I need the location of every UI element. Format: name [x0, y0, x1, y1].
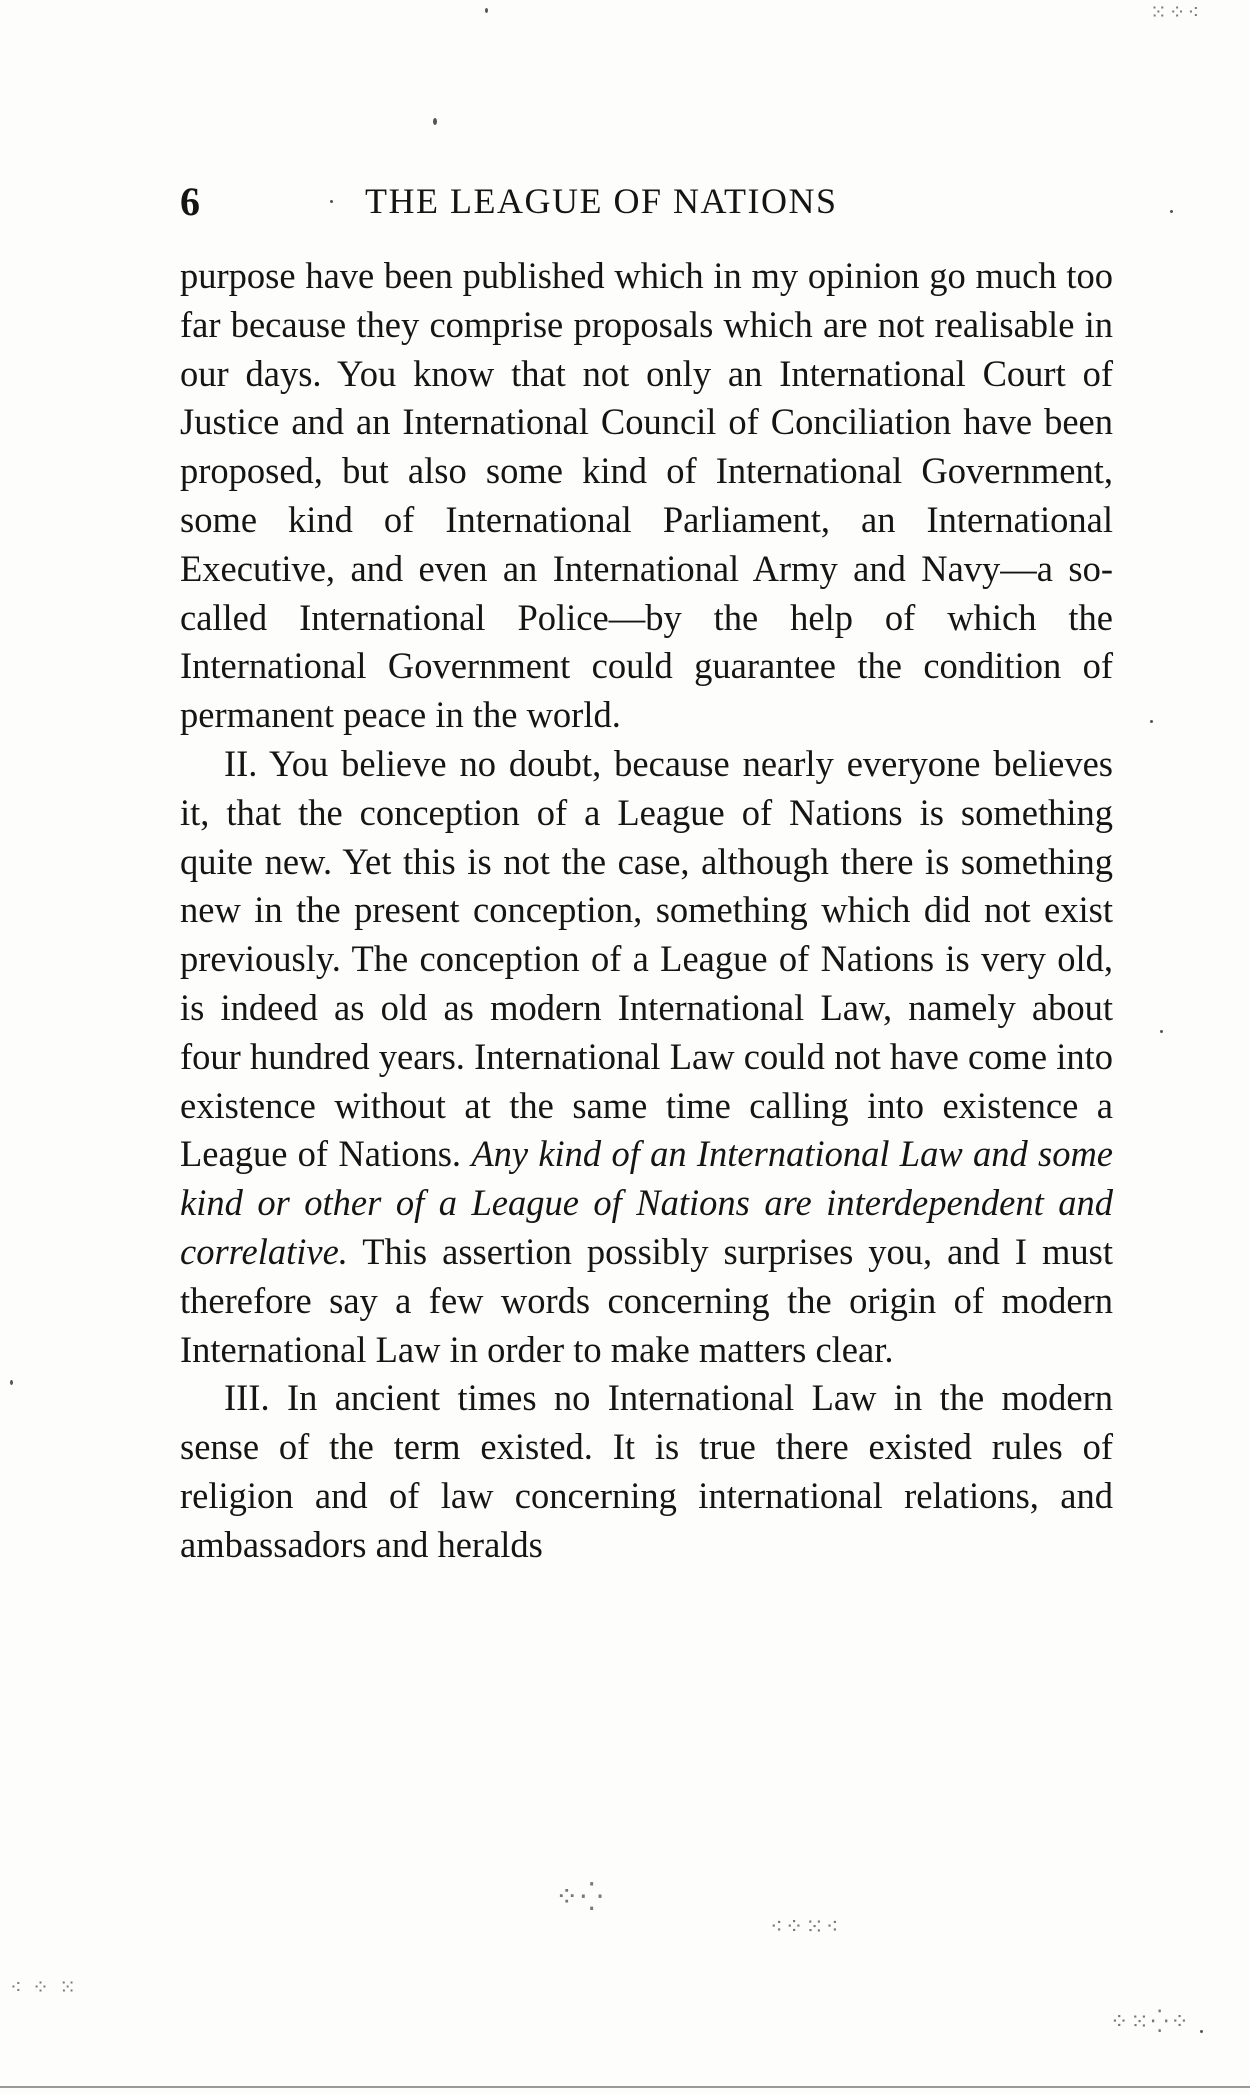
- scan-speck: [433, 118, 437, 125]
- scan-smudge: ⁘⁛: [555, 1880, 605, 1913]
- scan-speck: [1170, 210, 1173, 213]
- paragraph-continuation: purpose have been published which in my opinion go much too far because they comprise proposals which are not realisable in our days. You know that not only an International Court of Justice and an International Council of Conciliation have been proposed, but also some kind of International Government, some kind of International Parliament, an International Executive, and even an International Army and Navy—a so-called International Police—by the help of which the International Government could guarantee the condition of permanent peace in the world.: [180, 255, 1113, 736]
- scan-smudge: ⁙⁘⁖: [1150, 0, 1202, 24]
- scan-speck: [1160, 1030, 1163, 1033]
- scan-speck: [485, 8, 488, 13]
- body-text: [180, 252, 1113, 1570]
- section-ii-text-after: This assertion possibly surprises you, and I must therefore say a few words concerning the origin of modern International Law in order to make matters clear.: [180, 1230, 1113, 1370]
- paragraph-section-ii: [180, 740, 1113, 1374]
- scan-smudge: ⁖ ⁘ ⁙: [10, 1975, 78, 1999]
- scan-speck: [1150, 720, 1153, 723]
- page-number: 6: [180, 179, 200, 224]
- scan-smudge: ⁖⁘⁙⁖: [770, 1915, 841, 1940]
- scan-speck: [330, 200, 333, 203]
- section-ii-text-before: II. You believe no doubt, because nearly everyone believes it, that the conception of a League of Nations is something quite new. Yet this is not the case, although there is something new in the present conception, something which did not exist previously. The conception of a League of Nations is very old, is indeed as old as modern International Law, namely about four hundred years. International Law could not have come into existence without at the same time calling into existence a League of Nations.: [180, 742, 1113, 1175]
- paragraph-section-iii: III. In ancient times no International Law in the modern sense of the term existed. It is true there existed rules of religion and of law concerning international relations, and ambassadors and heralds: [180, 1377, 1113, 1565]
- running-title: THE LEAGUE OF NATIONS: [365, 181, 838, 221]
- scan-speck: [10, 1380, 13, 1385]
- page-header: [180, 178, 1080, 238]
- scan-smudge: ⁘⁙⁛⁘: [1110, 2010, 1191, 2035]
- section-ii-italic-assertion: Any kind of an International Law and some kind or other of a League of Nations are interdependent and correlative.: [180, 1133, 1113, 1272]
- scan-speck: [1200, 2030, 1203, 2033]
- scan-edge-line: [0, 2086, 1250, 2088]
